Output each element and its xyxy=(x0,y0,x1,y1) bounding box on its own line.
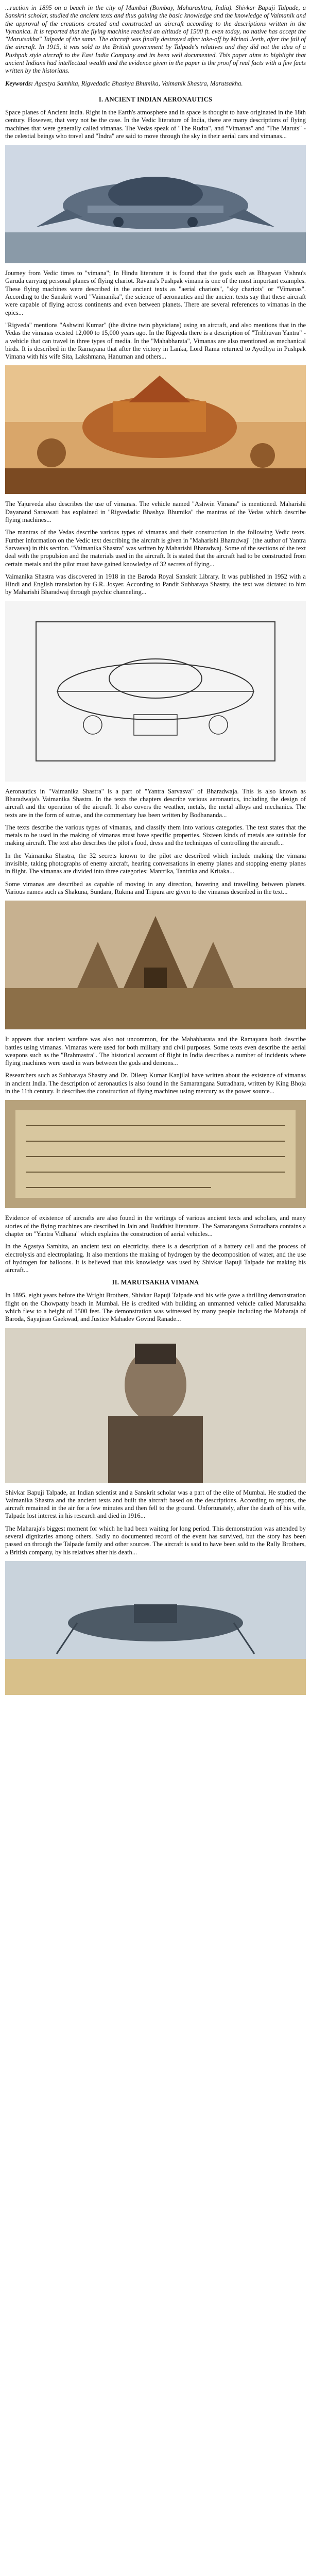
keywords-label: Keywords: xyxy=(5,79,33,87)
figure-vimana-painting xyxy=(5,365,306,494)
paragraph: In 1895, eight years before the Wright Brothers, Shivkar Bapuji Talpade and his wife gave a thrilling demonstration flight on the Chowpatty beach in Mumbai. He is credited with building an unmanned vehicle called Marutsakha which flew to a height of 1500 feet. The demonstration was witnessed by many people including the Maharaja of Baroda, Sayajirao Gaekwad, and Justice Mahadev Govind Ranade... xyxy=(5,1292,306,1323)
paragraph: Journey from Vedic times to "vimana"; In Hindu literature it is found that the gods such as Bhagwan Vishnu's Garuda carrying personal planes of flying chariot. Ravana's Pushpak vimana is one of the most important examples. These flying machines were described in the ancient texts as "aerial chariots", "sky chariots" or "Vimanas". According to the Sanskrit word "Vaimanika", the science of aeronautics and the ancient texts say that these aircraft were capable of flying across continents and even between planets. There are several references to vimanas in the epics... xyxy=(5,269,306,316)
paragraph: "Rigveda" mentions "Ashwini Kumar" (the divine twin physicians) using an aircraft, and also mentions that in the Vedas the vimanas existed 12,000 to 15,000 years ago. In the Rigveda there is a description of "Tribhuvan Yantra" - a vehicle that can travel in three types of media. In the "Mahabharata", Vimanas are also mentioned as mechanical birds. It is described in the Ramayana that after the victory in Lanka, Lord Rama returned to Ayodhya in Pushpak Vimana with his wife Sita, Lakshmana, Hanuman and others... xyxy=(5,321,306,361)
keywords-text: Agastya Samhita, Rigvedadic Bhashya Bhumika, Vaimanik Shastra, Marutsakha. xyxy=(34,79,243,87)
figure-vimana-diagram xyxy=(5,601,306,782)
paragraph: Researchers such as Subbaraya Shastry and Dr. Dileep Kumar Kanjilal have written about the existence of vimanas in ancient India. The description of aeronautics is also found in the Samarangana Sutradhara, written by King Bhoja in the 11th century. It describes the construction of flying machines using mercury as the power source... xyxy=(5,1072,306,1095)
paragraph: Aeronautics in "Vaimanika Shastra" is a part of "Yantra Sarvasva" of Bharadwaja. This is also known as Bharadwaja's Vaimanika Shastra. In the texts the chapters describe various aeronautics, including the design of aircraft and the operation of the aircraft. It also covers the weather, metals, the metal alloys and mechanics. The texts are in the form of sutras, and the commentary has been written by Bodhananda... xyxy=(5,787,306,819)
paragraph: It appears that ancient warfare was also not uncommon, for the Mahabharata and the Ramayana both describe battles using vimanas. Vimanas were used for both military and civil purposes. Some texts even describe the aerial weapons such as the "Brahmastra". The historical account of flight in India describes a number of incidents where flying machines were used in wars between the gods and demons... xyxy=(5,1036,306,1067)
temple-illustration xyxy=(5,901,306,1029)
paragraph: Vaimanika Shastra was discovered in 1918 in the Baroda Royal Sanskrit Library. It was published in 1952 with a Hindi and English translation by G.R. Josyer. According to Pandit Subbaraya Shastry, the text was dictated to him by Maharishi Bharadwaj through psychic channeling... xyxy=(5,572,306,596)
paragraph: The Yajurveda also describes the use of vimanas. The vehicle named "Ashwin Vimana" is mentioned. Maharishi Dayanand Saraswati has explained in "Rigvedadic Bhashya Bhumika" the mantras of the Vedas which describe flying machines... xyxy=(5,500,306,524)
figure-temple-vimana xyxy=(5,901,306,1029)
paragraph: Shivkar Bapuji Talpade, an Indian scientist and a Sanskrit scholar was a part of the elite of Mumbai. He studied the Vaimanika Shastra and the ancient texts and built the aircraft based on the descriptions. According to reports, the aircraft remained in the air for a few minutes and then fell to the ground. Unfortunately, after the death of his wife, Talpade lost interest in his research and died in 1916... xyxy=(5,1488,306,1520)
vimana-diagram xyxy=(5,601,306,782)
paragraph: In the Vaimanika Shastra, the 32 secrets known to the pilot are described which include making the vimana invisible, taking photographs of enemy aircraft, hearing conversations in enemy planes and stopping enemy planes in flight. The vimanas are divided into three categories: Mantrika, Tantrika and Kritaka... xyxy=(5,852,306,875)
marutsakha-photo xyxy=(5,1561,306,1695)
paragraph: The texts describe the various types of vimanas, and classify them into various categories. The text states that the metals to be used in the making of vimanas must have specific properties. Sixteen kinds of metals are suitable for making aircraft. The text also describes the pilot's food, dress and the techniques of controlling the aircraft... xyxy=(5,823,306,847)
paragraph: Some vimanas are described as capable of moving in any direction, hovering and travelling between planets. Various names such as Shakuna, Sundara, Rukma and Tripura are given to the vimanas described in the text... xyxy=(5,880,306,895)
vimana-painting xyxy=(5,365,306,494)
talpade-portrait xyxy=(5,1328,306,1483)
paragraph: The Maharaja's biggest moment for which he had been waiting for long period. This demonstration was attended by several dignitaries among others. Sadly no documented record of the event has survived, but the story has been passed on through the Talpade family and other sources. The aircraft is said to have been sold to the Rally Brothers, a British company, by his relatives after his death... xyxy=(5,1524,306,1556)
paragraph: Evidence of existence of aircrafts are also found in the writings of various ancient texts and scholars, and many stories of the flying machines are described in Jain and Buddhist literature. The Samarangana Sutradhara contains a chapter on "Yantra Vidhana" which explains the construction of aerial vehicles... xyxy=(5,1214,306,1238)
keywords xyxy=(5,80,306,88)
vimana-illustration xyxy=(5,145,306,263)
figure-vimana-drawing xyxy=(5,145,306,263)
manuscript-illustration xyxy=(5,1100,306,1208)
paragraph: The mantras of the Vedas describe various types of vimanas and their construction in the following Vedic texts. Further information on the Vedic text describing the aircraft is given in "Maharishi Bharadwaj" (the author of Yantra Sarvasva) in this section. "Vaimanika Shastra" was written by Maharishi Bharadwaj. Some of the sections of the text deal with the propulsion and the materials used in the aircraft. It is stated that the aircraft had to be constructed from certain metals and the pilot must have gained knowledge of 32 secrets of flying... xyxy=(5,529,306,568)
figure-marutsakha-photo xyxy=(5,1561,306,1695)
paragraph: Space planes of Ancient India. Right in the Earth's atmosphere and in space is thought to have originated in the 18th century. However, that very not be the case. In the Vedic literature of India, there are many descriptions of flying machines that were generally called vimanas. The Vedas speak of "The Rudra", and "Vimanas" and "The Maruts" - the celestial beings who travel and "Indra" are said to move through the sky in their aerial cars and vimanas... xyxy=(5,108,306,140)
section-heading-1: I. ANCIENT INDIAN AERONAUTICS xyxy=(98,95,213,103)
figure-talpade-portrait xyxy=(5,1328,306,1483)
paragraph: In the Agastya Samhita, an ancient text on electricity, there is a description of a battery cell and the process of electrolysis and electroplating. It also mentions the making of hydrogen by the decomposition of water, and the use of hydrogen for balloons. It is believed that this knowledge was used by Shivkar Bapuji Talpade for making his aircraft... xyxy=(5,1243,306,1274)
section-heading-2: II. MARUTSAKHA VIMANA xyxy=(112,1279,199,1286)
abstract-text: ...ruction in 1895 on a beach in the city of Mumbai (Bombay, Maharashtra, India). Shivkar Bapuji Talpade, a Sanskrit scholar, studied the ancient texts and thus gaining the basic knowledge and the knowledge of Vaimanik and the approval of the creations created and constructed an aircraft according to the descriptions written in the Vymanica. It is reported that the flying machine reached an altitude of 1500 ft. even today, no native has accept the "Marutsakha" Talpade of the same. The aircraft was finally destroyed after take-off by Mrinal Jeeth, after the fall of the aircraft. In 1915, it was sold to the British government by Talpade's relatives and they did not the idea of a Pushpak style aircraft to the East India Company and its been well documented. This paper aims to highlight that ancient Indians had intellectual wealth and the evidence given in the paper is the proof of real facts with a few facts written by the historians. xyxy=(5,4,306,75)
intro-block xyxy=(5,4,306,1701)
figure-ancient-manuscript xyxy=(5,1100,306,1208)
